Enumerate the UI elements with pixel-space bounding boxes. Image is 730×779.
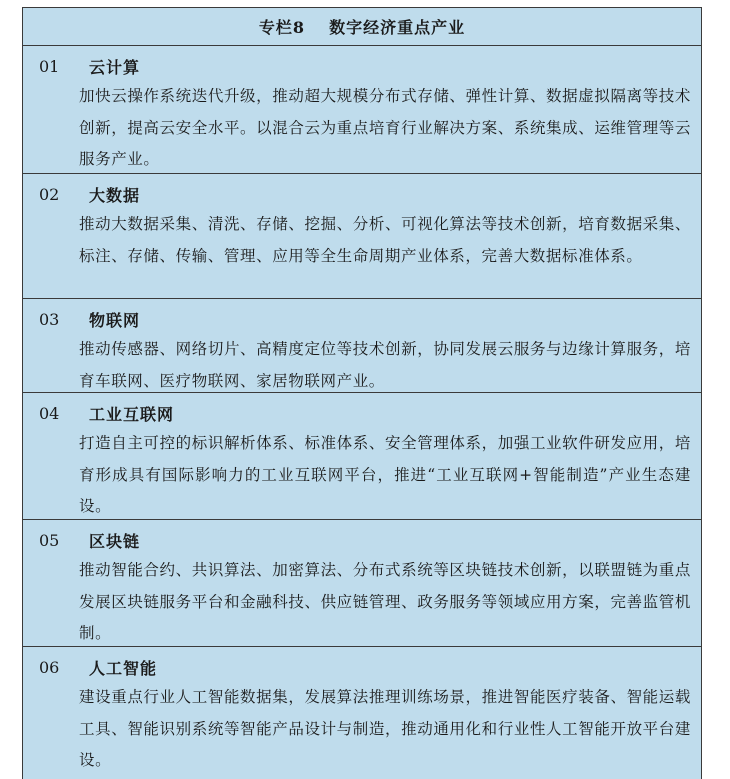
section-title: 大数据 [89,185,141,205]
feature-box [22,7,702,779]
section-title: 人工智能 [89,658,158,678]
section-number: 04 [39,403,60,423]
column-label: 专栏8 [258,18,306,37]
section-number: 06 [39,657,60,677]
section-body: 推动大数据采集、清洗、存储、挖掘、分析、可视化算法等技术创新，培育数据采集、标注、存储、传输、管理、应用等全生命周期产业体系，完善大数据标准体系。 [79,215,691,265]
section-title: 区块链 [89,531,141,551]
section-number: 05 [39,530,60,550]
section-blockchain [23,520,701,647]
section-body: 建设重点行业人工智能数据集，发展算法推理训练场景，推进智能医疗装备、智能运载工具、智能识别系统等智能产品设计与制造，推动通用化和行业性人工智能开放平台建设。 [79,688,691,769]
section-big-data [23,174,701,299]
box-heading: 数字经济重点产业 [329,18,466,37]
section-cloud-computing [23,46,701,174]
section-body: 推动智能合约、共识算法、加密算法、分布式系统等区块链技术创新，以联盟链为重点发展区块链服务平台和金融科技、供应链管理、政务服务等领域应用方案，完善监管机制。 [79,561,691,642]
section-title: 工业互联网 [89,404,175,424]
section-body: 打造自主可控的标识解析体系、标准体系、安全管理体系，加强工业软件研发应用，培育形成具有国际影响力的工业互联网平台，推进“工业互联网+智能制造”产业生态建设。 [79,434,691,515]
box-title [23,8,701,46]
section-number: 02 [39,184,60,204]
section-iot [23,299,701,393]
section-artificial-intelligence [23,647,701,774]
section-number: 03 [39,309,60,329]
section-body: 加快云操作系统迭代升级，推动超大规模分布式存储、弹性计算、数据虚拟隔离等技术创新，提高云安全水平。以混合云为重点培育行业解决方案、系统集成、运维管理等云服务产业。 [79,87,691,168]
section-title: 物联网 [89,310,141,330]
section-industrial-internet [23,393,701,520]
section-number: 01 [39,56,60,76]
section-title: 云计算 [89,57,141,77]
section-body: 推动传感器、网络切片、高精度定位等技术创新，协同发展云服务与边缘计算服务，培育车联网、医疗物联网、家居物联网产业。 [79,340,691,390]
